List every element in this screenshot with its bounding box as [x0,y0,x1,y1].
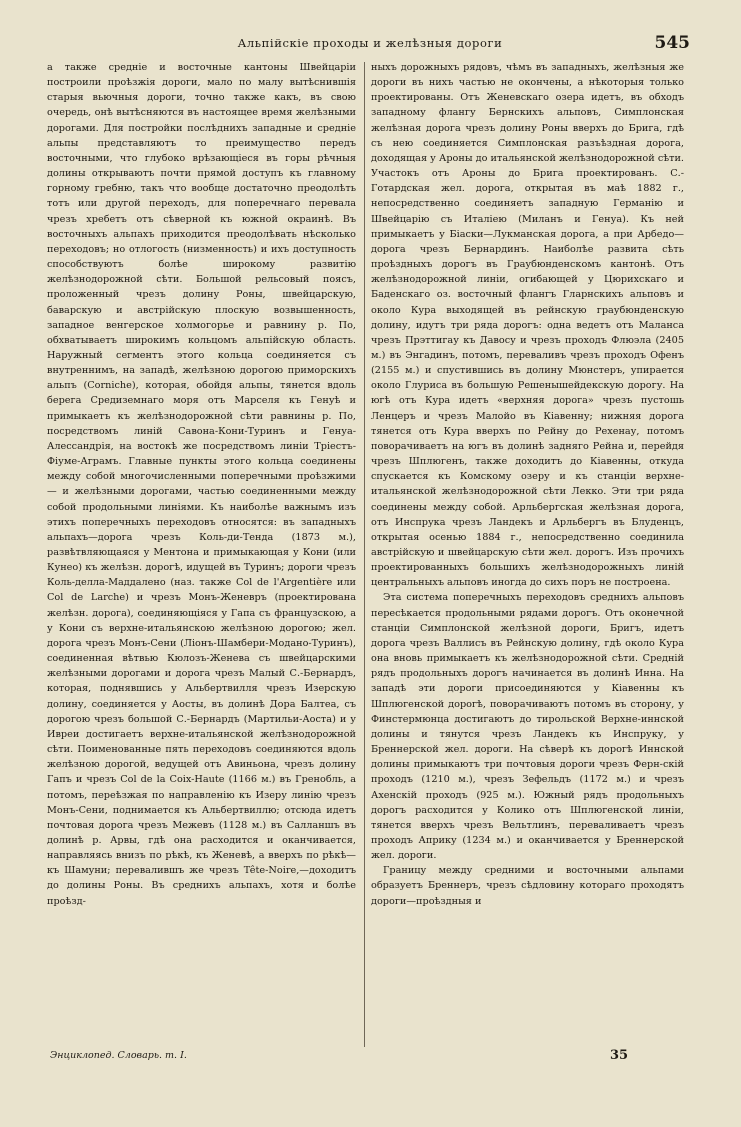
page-header [50,33,690,55]
right-column [371,60,684,1040]
right-paragraph-1: ныхъ дорожныхъ рядовъ, чѣмъ въ западныхъ, желѣзныя же дороги въ нихъ частью не окончены, а нѣкоторыя только проектированы. Отъ Женевскаго озера идетъ, въ обходъ западному флангу Бернскихъ альповъ, Симплонская желѣзная дорога чрезъ долину Роны вверхъ до Брига, гдѣ съ нею соединяется Симплонская разъѣздная дорога, доходящая у Ароны до итальянской желѣзнодорожной сѣти. Участокъ отъ Ароны до Брига проектированъ. С.-Готардская жел. дорога, открытая въ маѣ 1882 г., непосредственно соединяетъ западную Германію и Швейцарію съ Италіею (Миланъ и Генуа). Къ ней примыкаетъ у Біаски—Лукманская дорога, а при Арбедо—дорога чрезъ Бернардинъ. Наиболѣе развита сѣть проѣздныхъ дорогъ въ Граубюнденскомъ кантонѣ. Отъ желѣзнодорожной линіи, огибающей у Цюрихскаго и Баденскаго оз. восточный флангъ Гларнскихъ альповъ и около Кура выходящей въ рейнскую граубюнденскую долину, идутъ три ряда дорогъ: одна ведетъ отъ Маланса чрезъ Прэттигау къ Давосу и чрезъ проходъ Флюэла (2405 м.) въ Энгадинъ, потомъ, переваливъ чрезъ проходъ Офенъ (2155 м.) и спустившись въ долину Мюнстеръ, упирается около Глуриса въ большую Решенышейдекскую дорогу. На югѣ отъ Кура идетъ «верхняя дорога» чрезъ пустошь Ленцеръ и чрезъ Малойо въ Кіавенну; нижняя дорога тянется отъ Кура вверхъ по Рейну до Рехенау, потомъ поворачиваетъ на югъ въ долинѣ задняго Рейна и, перейдя чрезъ Шплюгенъ, также доходитъ до Кіавенны, откуда спускается къ Комскому озеру и къ станціи верхне-итальянской желѣзнодорожной сѣти Лекко. Эти три ряда соединены между собой. Арльбергская желѣзная дорога, отъ Инспрука чрезъ Ландекъ и Арльбергъ въ Блуденцъ, открытая осенью 1884 г., непосредственно соединила австрійскую и швейцарскую сѣти жел. дорогъ. Изъ прочихъ проектированныхъ большихъ желѣзнодорожныхъ линій центральныхъ альповъ иногда до сихъ поръ не построена. [371,62,684,589]
signature-number: 35 [610,1048,629,1063]
running-title: Альпійскіе проходы и желѣзныя дороги [237,36,503,50]
right-paragraph-2: Эта система поперечныхъ переходовъ среднихъ альповъ пересѣкается продольными рядами дорогъ. Отъ оконечной станціи Симплонской желѣзной дороги, Бригъ, идетъ дорога чрезъ Валлисъ въ Рейнскую долину, гдѣ около Кура она вновь примыкаетъ къ желѣзнодорожной сѣти. Средній рядъ продольныхъ дорогъ начинается въ долинѣ Инна. На западѣ эти дороги присоединяются у Кіавенны къ Шплюгенской дорогѣ, поворачиваютъ потомъ въ сторону, у Финстермюнца достигаютъ до тирольской Верхне-иннской долины и тянутся чрезъ Ландекъ къ Инспруку, у Бреннерской жел. дороги. На сѣверѣ къ дорогѣ Иннской долины примыкаютъ три почтовыя дороги чрезъ Ферн-скій проходъ (1210 м.), чрезъ Зефельдъ (1172 м.) и чрезъ Ахенскій проходъ (925 м.). Южный рядъ продольныхъ дорогъ расходится у Колико отъ Шплюгенской линіи, тянется вверхъ чрезъ Вельтлинъ, переваливаетъ чрезъ проходъ Априку (1234 м.) и оканчивается у Бреннерской жел. дороги. [371,592,684,862]
page-number: 545 [654,33,690,53]
footer-signature: Энциклопед. Словарь. т. I. [50,1050,187,1061]
right-paragraph-3: Границу между средними и восточными альпами образуетъ Бреннеръ, чрезъ сѣдловину котораго проходятъ дороги—проѣздныя и [371,865,684,907]
left-column [47,60,356,1040]
column-divider [364,62,365,1047]
left-paragraph-1: а также средніе и восточные кантоны Швейцаріи построили проѣзжія дороги, мало по малу вытѣснившія старыя вьючныя дороги, точно также какъ, въ свою очередь, онѣ вытѣсняются въ настоящее время желѣзными дорогами. Для постройки послѣднихъ западные и средніе альпы представляютъ то преимущество передъ восточными, что глубоко врѣзающіеся въ горы рѣчныя долины открываютъ почти прямой доступъ къ главному горному гребню, такъ что вообще достаточно преодолѣть тотъ или другой переходъ, для поперечнаго перевала чрезъ хребетъ отъ сѣверной къ южной окраинѣ. Въ восточныхъ альпахъ приходится преодолѣвать нѣсколько переходовъ; но отлогость (низменность) и ихъ доступность способствуютъ болѣе широкому развитію желѣзнодорожной сѣти. Большой рельсовый поясъ, проложенный чрезъ долину Роны, швейцарскую, баварскую и австрійскую плоскую возвышенность, западное венгерское холмогорье и равнину р. По, обхватываетъ широкимъ кольцомъ альпійскую область. Наружный сегментъ этого кольца соединяется съ внутреннимъ, на западѣ, желѣзною дорогою приморскихъ альпъ (Corniche), которая, обойдя альпы, тянется вдоль берега Средиземнаго моря отъ Марселя къ Генуѣ и примыкаетъ къ желѣзнодорожной сѣти равнины р. По, посредствомъ линій Савона-Кони-Туринъ и Генуа-Алессандрія, на востокѣ же посредствомъ линіи Тріестъ-Фіуме-Аграмъ. Главные пункты этого кольца соединены между собой многочисленными поперечными проѣзжими — и желѣзными дорогами, частью соединенными между собой продольными линіями. Къ наиболѣе важнымъ изъ этихъ поперечныхъ переходовъ относятся: въ западныхъ альпахъ—дорога чрезъ Коль-ди-Тенда (1873 м.), развѣтвляющаяся у Ментона и примыкающая у Кони (или Кунео) къ желѣзн. дорогѣ, идущей въ Туринъ; дороги чрезъ Коль-делла-Маддалено (наз. также Col de l'Argentière или Col de Larche) и чрезъ Монъ-Женевръ (проектирована желѣзн. дорога), соединяющіяся у Гапа съ французскою, а у Кони съ верхне-итальянскою желѣзною дорогою; жел. дорога чрезъ Монъ-Сени (Ліонъ-Шамбери-Модано-Туринъ), соединенная вѣтвью Кюлозъ-Женева съ швейцарскими желѣзными дорогами и дорога чрезъ Малый С.-Бернардъ, которая, поднявшись у Альбертвилля чрезъ Изерскую долину, соединяется у Аосты, въ долинѣ Дора Балтеа, съ дорогою чрезъ большой С.-Бернардъ (Мартильи-Аоста) и у Ивреи достигаетъ верхне-итальянской желѣзнодорожной сѣти. Поименованные пять переходовъ соединяются вдоль желѣзною дорогой, ведущей отъ Авиньона, чрезъ долину Гапъ и чрезъ Col de la Coix-Haute (1166 м.) въ Гренобль, а потомъ, переѣзжая по направленію къ Изеру линію чрезъ Монъ-Сени, поднимается къ Альбертвиллю; отсюда идетъ почтовая дорога чрезъ Межевъ (1128 м.) въ Салланшъ въ долинѣ р. Арвы, гдѣ она расходится и оканчивается, направляясь внизъ по рѣкѣ, къ Женевѣ, а вверхъ по рѣкѣ—къ Шамуни; перевалившъ же чрезъ Tête-Noire,—доходитъ до долины Роны. Въ среднихъ альпахъ, хотя и болѣе проѣзд- [47,62,356,907]
